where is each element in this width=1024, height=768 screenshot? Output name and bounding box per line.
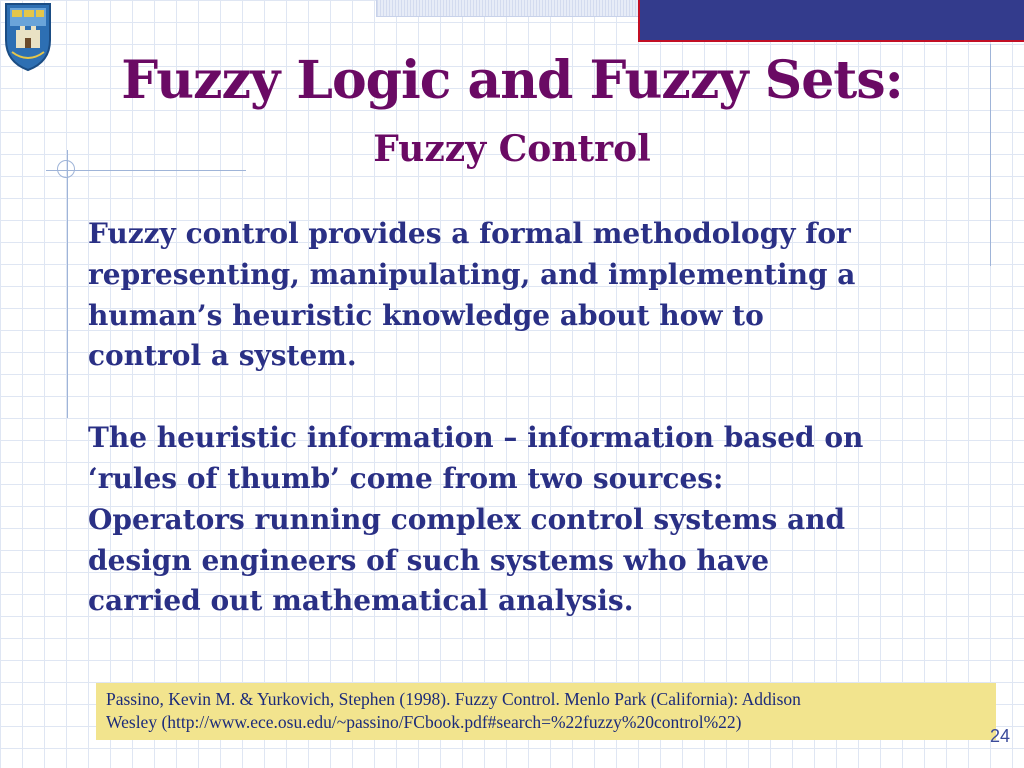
slide-subtitle: Fuzzy Control [373, 128, 651, 170]
slide-title: Fuzzy Logic and Fuzzy Sets: [121, 50, 903, 111]
paragraph-heuristic-sources: The heuristic information – information based on ‘rules of thumb’ come from two sources: Operators running complex control systems and design engineers of such systems who have carried out mathematical analysis. [88, 421, 864, 618]
header-bar [638, 0, 1024, 42]
citation-box: Passino, Kevin M. & Yurkovich, Stephen (1998). Fuzzy Control. Menlo Park (California): Addison Wesley (http://www.ece.osu.edu/~passino/FCbook.pdf#search=%22fuzzy%20control%22) [96, 683, 996, 740]
decorative-line-vertical [67, 150, 68, 418]
page-number: 24 [990, 726, 1011, 746]
paragraph-definition: Fuzzy control provides a formal methodology for representing, manipulating, and implementing a human’s heuristic knowledge about how to control a system. [88, 217, 856, 373]
slide-body [88, 214, 988, 663]
